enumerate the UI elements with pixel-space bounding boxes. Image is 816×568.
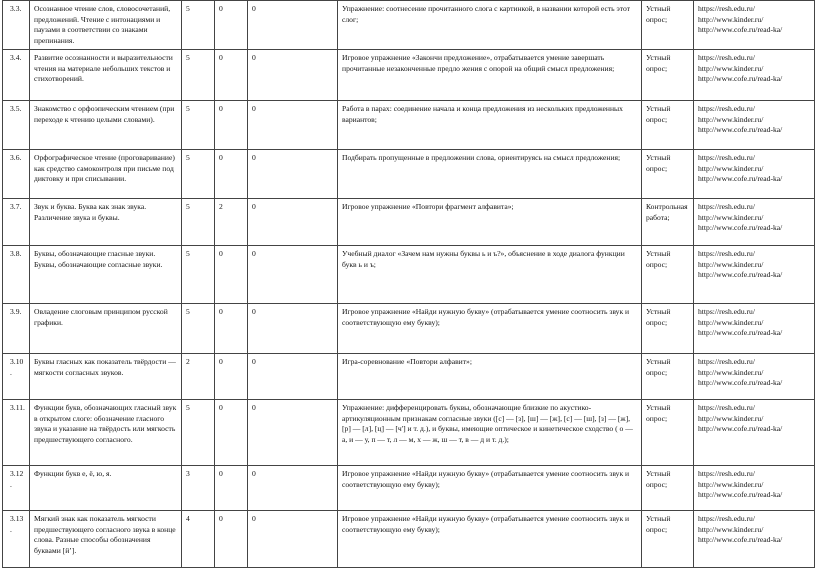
resource-link[interactable]: http://www.cofe.ru/read-ka/ [698,490,783,499]
resource-link[interactable]: https://resh.edu.ru/ [698,403,755,412]
row-number: 3.4. [3,50,30,101]
resource-link[interactable]: http://www.kinder.ru/ [698,63,764,73]
resource-link[interactable]: https://resh.edu.ru/ [698,4,755,13]
resource-link[interactable]: http://www.kinder.ru/ [698,317,764,327]
practice-hours-cell: 0 [248,304,338,354]
resource-link[interactable]: http://www.cofe.ru/read-ka/ [698,378,783,387]
resource-link[interactable]: http://www.kinder.ru/ [698,367,764,377]
resource-link[interactable]: https://resh.edu.ru/ [698,104,755,113]
table-row [3,50,815,101]
resource-link[interactable]: http://www.cofe.ru/read-ka/ [698,424,783,433]
activity-cell: Игровое упражнение «Найди нужную букву» (отрабатывается умение соотносить звук и соответствующую ему букву); [338,466,642,511]
topic-cell: Орфографическое чтение (проговаривание) как средство самоконтроля при письме под диктовку и при списывании. [30,150,182,199]
total-hours-cell: 5 [182,246,215,304]
resource-link[interactable]: https://resh.edu.ru/ [698,53,755,62]
table-row [3,466,815,511]
control-hours-cell: 0 [215,101,248,150]
practice-hours-cell: 0 [248,101,338,150]
resources-cell [694,304,815,354]
assessment-cell: Устный опрос; [642,354,694,400]
practice-hours-cell: 0 [248,199,338,246]
lesson-plan-table [2,0,815,568]
row-number: 3.5. [3,101,30,150]
assessment-cell: Устный опрос; [642,150,694,199]
resource-link[interactable]: http://www.kinder.ru/ [698,413,764,423]
activity-cell: Упражнение: соотнесение прочитанного слога с картинкой, в названии которой есть этот слог; [338,1,642,50]
row-number: 3.12. [3,466,30,511]
control-hours-cell: 0 [215,466,248,511]
row-number: 3.8. [3,246,30,304]
row-number: 3.9. [3,304,30,354]
assessment-cell: Устный опрос; [642,304,694,354]
topic-cell: Буквы гласных как показатель твёрдости — мягкости согласных звуков. [30,354,182,400]
practice-hours-cell: 0 [248,1,338,50]
table-row [3,199,815,246]
resource-link[interactable]: http://www.kinder.ru/ [698,163,764,173]
table-row [3,150,815,199]
resources-cell [694,150,815,199]
assessment-cell: Контрольная работа; [642,199,694,246]
table-row [3,101,815,150]
assessment-cell: Устный опрос; [642,246,694,304]
total-hours-cell: 5 [182,304,215,354]
total-hours-cell: 3 [182,466,215,511]
resource-link[interactable]: https://resh.edu.ru/ [698,249,755,258]
resource-link[interactable]: http://www.kinder.ru/ [698,524,764,534]
total-hours-cell: 5 [182,50,215,101]
control-hours-cell: 0 [215,304,248,354]
assessment-cell: Устный опрос; [642,400,694,466]
topic-cell: Развитие осознанности и выразительности чтения на материале небольших текстов и стихотворений. [30,50,182,101]
topic-cell: Функции букв е, ё, ю, я. [30,466,182,511]
topic-cell: Буквы, обозначающие гласные звуки. Буквы, обозначающие согласные звуки. [30,246,182,304]
table-row [3,354,815,400]
practice-hours-cell: 0 [248,466,338,511]
resource-link[interactable]: https://resh.edu.ru/ [698,307,755,316]
activity-cell: Игра-соревнование «Повтори алфавит»; [338,354,642,400]
total-hours-cell: 5 [182,150,215,199]
control-hours-cell: 0 [215,511,248,568]
table-row [3,1,815,50]
resource-link[interactable]: http://www.cofe.ru/read-ka/ [698,328,783,337]
resources-cell [694,511,815,568]
activity-cell: Игровое упражнение «Найди нужную букву» (отрабатывается умение соотносить звук и соответствующую ему букву); [338,304,642,354]
control-hours-cell: 2 [215,199,248,246]
control-hours-cell: 0 [215,50,248,101]
row-number: 3.6. [3,150,30,199]
activity-cell: Игровое упражнение «Повтори фрагмент алфавита»; [338,199,642,246]
assessment-cell: Устный опрос; [642,1,694,50]
row-number: 3.3. [3,1,30,50]
activity-cell: Работа в парах: соединение начала и конца предложения из нескольких предложенных вариантов; [338,101,642,150]
activity-cell: Упражнение: дифференцировать буквы, обозначающие близкие по акустико-артикуляционным признакам согласные звуки ([с] — [з], [ш] — [ж], [с] — [ш], [з] — [ж], [р] — [л], [ц] — [ч'] и т. д.), и буквы, имеющие оптическое и кинетическое сходство ( о — а, и — у, п — т, л — м, х — ж, ш — т, в — д и т. д.); [338,400,642,466]
resource-link[interactable]: https://resh.edu.ru/ [698,153,755,162]
topic-cell: Овладение слоговым принципом русской графики. [30,304,182,354]
resource-link[interactable]: http://www.cofe.ru/read-ka/ [698,25,783,34]
practice-hours-cell: 0 [248,150,338,199]
practice-hours-cell: 0 [248,511,338,568]
row-number: 3.11. [3,400,30,466]
resource-link[interactable]: http://www.cofe.ru/read-ka/ [698,270,783,279]
resource-link[interactable]: http://www.cofe.ru/read-ka/ [698,74,783,83]
resources-cell [694,101,815,150]
resource-link[interactable]: https://resh.edu.ru/ [698,514,755,523]
activity-cell: Игровое упражнение «Закончи предложение», отрабатывается умение завершать прочитанные незаконченные предло жения с опорой на общий смысл предложения; [338,50,642,101]
table-row [3,511,815,568]
resources-cell [694,400,815,466]
resources-cell [694,466,815,511]
practice-hours-cell: 0 [248,400,338,466]
topic-cell: Мягкий знак как показатель мягкости предшествующего согласного звука в конце слова. Разные способы обозначения буквами [й’]. [30,511,182,568]
control-hours-cell: 0 [215,354,248,400]
row-number: 3.10. [3,354,30,400]
control-hours-cell: 0 [215,1,248,50]
resources-cell [694,354,815,400]
resource-link[interactable]: https://resh.edu.ru/ [698,202,755,211]
control-hours-cell: 0 [215,246,248,304]
resources-cell [694,246,815,304]
activity-cell: Игровое упражнение «Найди нужную букву» (отрабатывается умение соотносить звук и соответствующую ему букву); [338,511,642,568]
total-hours-cell: 5 [182,1,215,50]
activity-cell: Учебный диалог «Зачем нам нужны буквы ь и ъ?», объяснение в ходе диалога функции букв ь и ъ; [338,246,642,304]
total-hours-cell: 5 [182,101,215,150]
resource-link[interactable]: https://resh.edu.ru/ [698,357,755,366]
resource-link[interactable]: http://www.kinder.ru/ [698,114,764,124]
resources-cell [694,1,815,50]
resource-link[interactable]: http://www.kinder.ru/ [698,212,764,222]
total-hours-cell: 2 [182,354,215,400]
resource-link[interactable]: http://www.cofe.ru/read-ka/ [698,223,783,232]
topic-cell: Знакомство с орфоэпическим чтением (при переходе к чтению целыми словами). [30,101,182,150]
topic-cell: Звук и буква. Буква как знак звука. Различение звука и буквы. [30,199,182,246]
resource-link[interactable]: https://resh.edu.ru/ [698,469,755,478]
row-number: 3.7. [3,199,30,246]
assessment-cell: Устный опрос; [642,50,694,101]
resource-link[interactable]: http://www.kinder.ru/ [698,14,764,24]
assessment-cell: Устный опрос; [642,466,694,511]
total-hours-cell: 4 [182,511,215,568]
total-hours-cell: 5 [182,400,215,466]
total-hours-cell: 5 [182,199,215,246]
table-row [3,246,815,304]
resources-cell [694,50,815,101]
practice-hours-cell: 0 [248,50,338,101]
practice-hours-cell: 0 [248,354,338,400]
resource-link[interactable]: http://www.kinder.ru/ [698,259,764,269]
topic-cell: Функции букв, обозначающих гласный звук в открытом слоге: обозначение гласного звука и указание на твёрдость или мягкость предшествующего согласного. [30,400,182,466]
topic-cell: Осознанное чтение слов, словосочетаний, предложений. Чтение с интонациями и паузами в соответствии со знаками препинания. [30,1,182,50]
row-number: 3.13. [3,511,30,568]
activity-cell: Подбирать пропущенные в предложении слова, ориентируясь на смысл предложения; [338,150,642,199]
practice-hours-cell: 0 [248,246,338,304]
control-hours-cell: 0 [215,400,248,466]
resources-cell [694,199,815,246]
resource-link[interactable]: http://www.cofe.ru/read-ka/ [698,535,783,544]
assessment-cell: Устный опрос; [642,511,694,568]
resource-link[interactable]: http://www.cofe.ru/read-ka/ [698,125,783,134]
resource-link[interactable]: http://www.cofe.ru/read-ka/ [698,174,783,183]
table-row [3,400,815,466]
control-hours-cell: 0 [215,150,248,199]
assessment-cell: Устный опрос; [642,101,694,150]
table-row [3,304,815,354]
resource-link[interactable]: http://www.kinder.ru/ [698,479,764,489]
